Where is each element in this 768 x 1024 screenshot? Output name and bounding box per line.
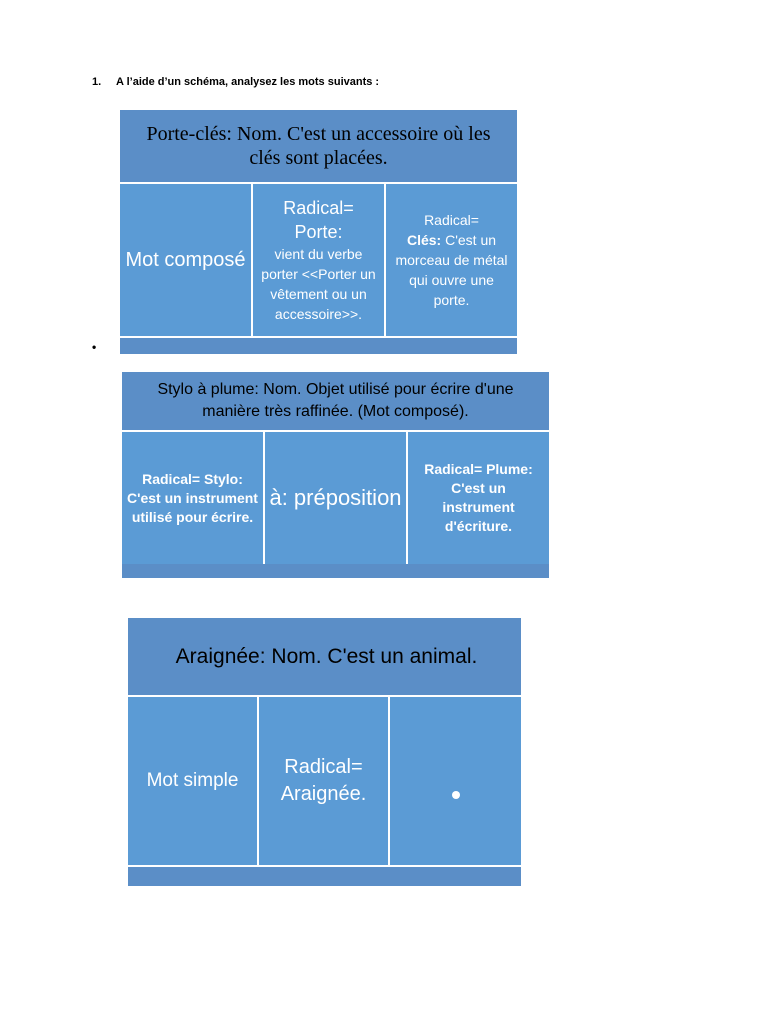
diagram-cell-radical: Radical= Araignée. <box>259 697 388 865</box>
diagram-cell-radical-1 <box>253 184 384 336</box>
diagram-footer-bar <box>120 338 517 354</box>
radical-title: Radical= <box>424 212 479 228</box>
radical-text: C'est un morceau de métal qui ouvre une porte. <box>395 232 508 308</box>
diagram-araignee <box>128 618 521 886</box>
diagram-cell-preposition: à: préposition <box>265 432 406 564</box>
diagram-cell-empty <box>390 697 521 865</box>
radical-description <box>394 230 509 310</box>
diagram-header: Porte-clés: Nom. C'est un accessoire où les clés sont placées. <box>120 110 517 182</box>
diagram-header: Araignée: Nom. C'est un animal. <box>128 618 521 695</box>
bullet-point: • <box>92 340 97 354</box>
question-text: A l’aide d’un schéma, analysez les mots suivants : <box>116 76 380 88</box>
diagram-footer-bar <box>122 564 549 578</box>
radical-title: Radical= Porte: <box>283 198 354 242</box>
diagram-cell-radical-1: Radical= Stylo: C'est un instrument utilisé pour écrire. <box>122 432 263 564</box>
diagram-header: Stylo à plume: Nom. Objet utilisé pour écrire d'une manière très raffinée. (Mot composé). <box>122 372 549 430</box>
diagram-footer-bar <box>128 867 521 886</box>
diagram-porte-cles <box>120 110 517 354</box>
radical-keyword: Clés: <box>406 232 442 248</box>
bullet-dot-icon <box>452 791 460 799</box>
question-number: 1. <box>92 76 102 88</box>
diagram-cell-type: Mot simple <box>128 697 257 865</box>
diagram-cell-radical-2 <box>386 184 517 336</box>
question-line <box>92 76 379 88</box>
radical-description: vient du verbe porter <<Porter un vêtement ou un accessoire>>. <box>261 246 376 322</box>
diagram-stylo-a-plume <box>122 372 549 578</box>
diagram-cell-radical-2: Radical= Plume: C'est un instrument d'écriture. <box>408 432 549 564</box>
diagram-cell-type: Mot composé <box>120 184 251 336</box>
